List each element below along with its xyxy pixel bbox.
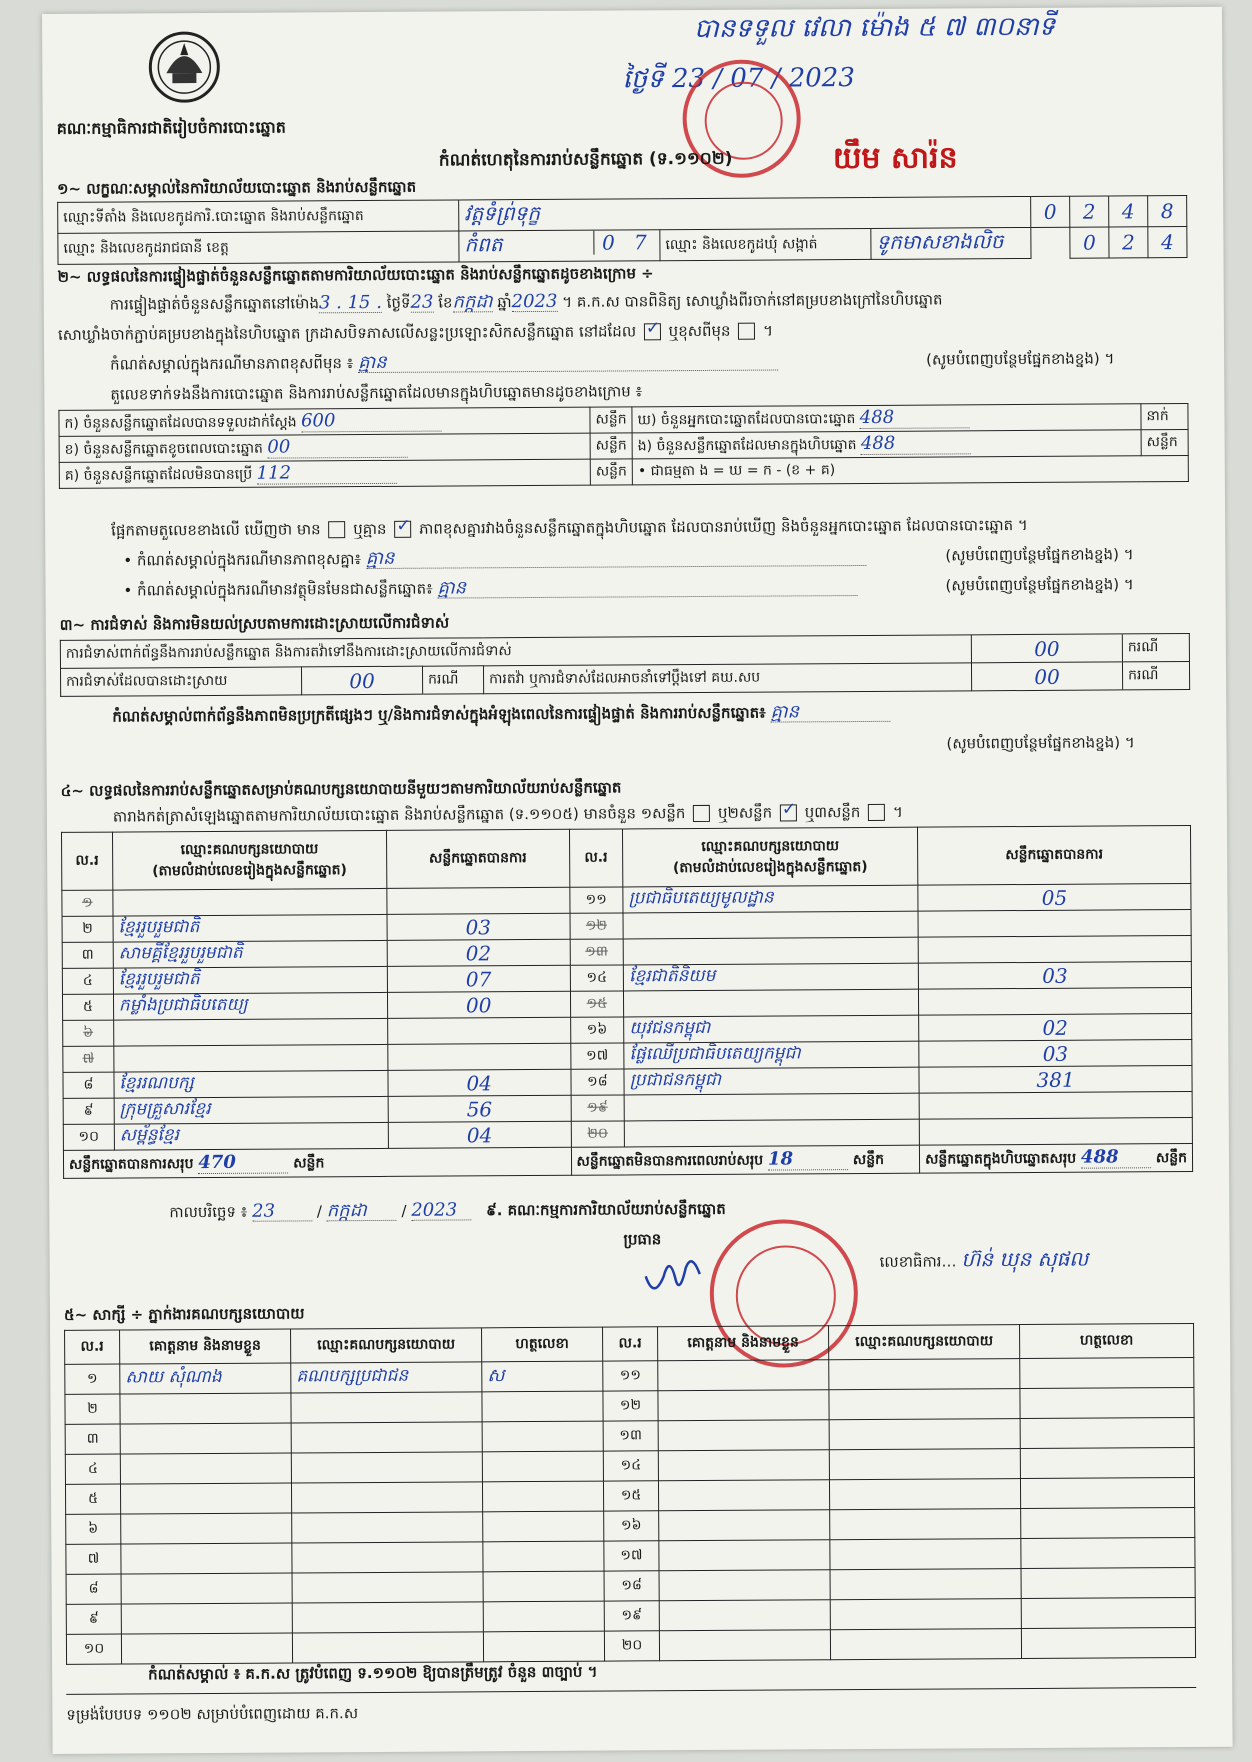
- witness-party: [292, 1602, 483, 1633]
- row-number: ២០: [604, 1631, 659, 1661]
- row-number: ១១: [569, 887, 623, 913]
- col-signature: ហត្ថលេខា: [1020, 1323, 1194, 1358]
- location-name: វត្តទំព្រ់ទុក្ខ: [459, 196, 1031, 230]
- witness-party: [291, 1482, 482, 1513]
- party-name: ខ្មែររណបក្ស: [114, 1070, 388, 1098]
- unit-label: នាក់: [1141, 404, 1188, 430]
- section2-heading: ២~ លទ្ធផលនៃការផ្ទៀងផ្ទាត់ចំនួនសន្លឹកឆ្នោតតាមការិយាល័យបោះឆ្នោត និងរាប់សន្លឹកឆ្នោតដូចខាងក្រោម ÷: [57, 264, 654, 286]
- party-name: [114, 1044, 388, 1072]
- party-votes: 56: [388, 1095, 571, 1122]
- total-valid: សន្លឹកឆ្នោតបានការសរុប 470 សន្លឹក: [63, 1147, 571, 1178]
- section4-heading: ៤~ លទ្ធផលនៃការរាប់សន្លឹកឆ្នោតសម្រាប់គណបក្សនយោបាយនីមួយៗតាមការិយាល័យរាប់សន្លឹកឆ្នោត: [60, 778, 622, 800]
- row-number: ១៧: [570, 1043, 624, 1069]
- witness-signature: [483, 1541, 604, 1572]
- witness-name: [659, 1510, 830, 1541]
- witness-party: [292, 1512, 483, 1543]
- row-number: ៨: [66, 1574, 121, 1604]
- witness-signature: [482, 1421, 603, 1452]
- witness-signature: [483, 1601, 604, 1632]
- witness-name: [658, 1420, 829, 1451]
- secretary: លេខាធិការ… ហ៊ន់ ឃុន សុផល: [879, 1246, 1089, 1272]
- row-number: ៦: [63, 1020, 114, 1046]
- province-name: កំពត 0 7: [459, 230, 660, 262]
- witness-name: [121, 1573, 292, 1604]
- col-no: ល.រ: [603, 1327, 658, 1361]
- party-votes: [919, 1117, 1192, 1145]
- resolved-count: 00: [301, 666, 422, 695]
- fill-hint: (សូមបំពេញបន្ថែមផ្នែកខាងខ្នង) ។: [926, 349, 1115, 369]
- objection-row-label: ការជំទាស់ពាក់ព័ន្ធនឹងការរាប់សន្លឹកឆ្នោត និងការតវ៉ាទៅនឹងការដោះស្រាយលើការជំទាស់: [60, 635, 971, 669]
- chair-signature: [640, 1246, 710, 1302]
- unused-ballots-value: 112: [257, 462, 397, 485]
- col-signature: ហត្ថលេខា: [482, 1327, 603, 1362]
- row-number: ១៦: [604, 1511, 659, 1541]
- witness-party: [291, 1422, 482, 1453]
- row-number: ៥: [65, 1484, 120, 1514]
- col-votes: សន្លឹកឆ្នោតបានការ: [918, 825, 1191, 885]
- counts-table: ក) ចំនួនសន្លឹកឆ្នោតដែលបានទទួលដាក់ស្តែង 600 សន្លឹក ឃ) ចំនួនអ្នកបោះឆ្នោតដែលបានបោះឆ្នោត 488 នាក់ ខ) ចំនួនសន្លឹកឆ្នោតខូចពេលបោះឆ្នោត 00 សន្លឹក ង) ចំនួនសន្លឹកឆ្នោតដែលមានក្នុងហិបឆ្នោត 488 សន្លឹក គ) ចំនួនសន្លឹកឆ្នោតដែលមិនបានប្រើ 112 សន្លឹក • ជាធម្មតា ង = ឃ = ក - (ខ + គ): [58, 403, 1188, 489]
- col-party: ឈ្មោះគណបក្សនយោបាយ (តាមលំដាប់លេខរៀងក្នុងសន្លឹកឆ្នោត): [623, 827, 918, 887]
- difference-note-value: គ្មាន: [358, 352, 778, 374]
- witness-signature: [1020, 1447, 1194, 1478]
- party-votes: [388, 1017, 571, 1044]
- fill-hint: (សូមបំពេញបន្ថែមផ្នែកខាងខ្នង) ។: [945, 545, 1134, 565]
- party-votes: [918, 909, 1191, 937]
- irregularity-note: កំណត់សម្គាល់ពាក់ព័ន្ធនឹងភាពមិនប្រក្រតីផ្សេងៗ ឬ/និងការជំទាស់ក្នុងអំឡុងពេលនៃការផ្ទៀងផ្ទាត់ និងការរាប់សន្លឹកឆ្នោត៖ គ្មាន: [112, 703, 890, 727]
- witness-signature: [1021, 1507, 1195, 1538]
- difference-note: កំណត់សម្គាល់ក្នុងករណីមានភាពខុសពីមុន ៖ គ្មាន: [110, 352, 778, 375]
- location-code-digit: 0: [1031, 196, 1070, 227]
- row-number: ១០: [66, 1634, 121, 1664]
- row-number: ៣: [62, 942, 113, 968]
- witness-party: [829, 1419, 1020, 1450]
- witness-name: [120, 1453, 291, 1484]
- row-number: ១២: [570, 913, 624, 939]
- total-valid-value: 470: [198, 1152, 288, 1175]
- witness-name: [658, 1480, 829, 1511]
- location-code-digit: 2: [1070, 196, 1109, 227]
- unit-label: ករណី: [1122, 634, 1189, 662]
- witness-party: [829, 1479, 1020, 1510]
- section5-heading: ៥~ សាក្សី ÷ ភ្នាក់ងារគណបក្សនយោបាយ: [63, 1304, 305, 1324]
- total-invalid: សន្លឹកឆ្នោតមិនបានការពេលរាប់សរុប 18 សន្លឹក: [571, 1145, 920, 1175]
- party-name: ខ្មែររួបរួមជាតិ: [113, 914, 387, 942]
- witness-name: [120, 1393, 291, 1424]
- witness-signature: [1021, 1597, 1195, 1628]
- row-number: ១៥: [570, 991, 624, 1017]
- witness-signature: [1021, 1537, 1195, 1568]
- party-name: [113, 1018, 387, 1046]
- party-votes: 02: [919, 1013, 1192, 1041]
- row-number: ៣: [65, 1424, 120, 1454]
- witness-party: [291, 1452, 482, 1483]
- objections-count: 00: [971, 634, 1122, 663]
- commune-label: ឈ្មោះ និងលេខកូដឃុំ សង្កាត់: [660, 228, 871, 260]
- section3-heading: ៣~ ការជំទាស់ និងការមិនយល់ស្របតាមការដោះស្រាយលើការជំទាស់: [59, 613, 450, 634]
- report-month: កក្កដា: [327, 1202, 397, 1221]
- province-label: ឈ្មោះ និងលេខកូដរាជធានី ខេត្ត: [58, 231, 459, 264]
- chair-label: ប្រធាន: [623, 1230, 662, 1249]
- verification-month: កក្កដា: [452, 291, 493, 313]
- one-sheet-checkbox[interactable]: [693, 805, 710, 822]
- witness-signature: [483, 1511, 604, 1542]
- unit-label: ករណី: [1122, 662, 1189, 690]
- party-votes: 04: [388, 1069, 571, 1096]
- party-votes: [388, 1043, 571, 1070]
- row-number: ៧: [63, 1046, 114, 1072]
- party-name: [623, 937, 918, 965]
- row-number: ៦: [66, 1514, 121, 1544]
- verification-line1: ការផ្ទៀងផ្ទាត់ចំនួនសន្លឹកឆ្នោតនៅម៉ោង3 . 15 . ថ្ងៃទី23 ខែកក្កដា ឆ្នាំ2023 ។ គ.ក.ស បានពិនិត្យ សោឃ្លាំងពីរចាក់នៅគម្របខាងក្រៅនៃហិបឆ្នោត: [109, 290, 943, 314]
- witness-name: [121, 1603, 292, 1634]
- row-number: ១៩: [604, 1601, 659, 1631]
- row-number: ១៥: [603, 1481, 658, 1511]
- party-results-table: [61, 825, 1193, 1179]
- received-ballots-value: 600: [301, 410, 441, 433]
- unit-label: សន្លឹក: [590, 433, 632, 459]
- witness-party: [291, 1392, 482, 1423]
- party-name: ខ្មែររួបរួមជាតិ: [113, 966, 387, 994]
- witness-party: [292, 1572, 483, 1603]
- receipt-note-line2: ថ្ងៃទី 23 / 07 / 2023: [622, 63, 855, 95]
- witness-signature: [1020, 1357, 1194, 1388]
- witness-party: [830, 1569, 1021, 1600]
- row-number: ១១: [603, 1361, 658, 1391]
- witness-party: [292, 1632, 483, 1663]
- row-number: ៩: [63, 1098, 114, 1124]
- party-name: [113, 888, 387, 916]
- party-name: យុវជនកម្ពុជា: [624, 1015, 919, 1043]
- witness-party: [829, 1449, 1020, 1480]
- total-in-box: សន្លឹកឆ្នោតក្នុងហិបឆ្នោតសរុប 488 សន្លឹក: [919, 1143, 1192, 1173]
- witness-signature: [482, 1481, 603, 1512]
- row-number: ១៨: [570, 1069, 624, 1095]
- committee-name: គណៈកម្មាធិការជាតិរៀបចំការបោះឆ្នោត: [56, 117, 286, 138]
- appeal-label: ការតវ៉ា ឬការជំទាស់ដែលអាចនាំទៅប្តឹងទៅ គឃ.សប: [483, 663, 971, 694]
- footer-form-line: ទម្រង់បែបបទ ១១០២ សម្រាប់បំពេញដោយ គ.ក.ស: [66, 1704, 359, 1724]
- location-code-digit: 8: [1148, 196, 1187, 227]
- witness-name: [659, 1630, 830, 1661]
- row-number: ១០: [63, 1124, 114, 1150]
- ballots-in-box-value: 488: [861, 432, 971, 455]
- verification-day: 23: [410, 291, 434, 313]
- ballot-count-report-sheet: [42, 7, 1233, 1754]
- row-number: ២: [65, 1394, 120, 1424]
- witness-party: គណបក្សប្រជាជន: [291, 1362, 482, 1393]
- party-name: ក្រុមគ្រួសារខ្មែរ: [114, 1096, 388, 1124]
- three-sheets-checkbox[interactable]: [868, 804, 885, 821]
- col-party: ឈ្មោះគណបក្សនយោបាយ: [829, 1325, 1020, 1360]
- diff-note: • កំណត់សម្គាល់ក្នុងករណីមានភាពខុសគ្នា៖ គ្មាន: [123, 547, 866, 571]
- row-number: ១២: [603, 1391, 658, 1421]
- witness-name: [120, 1423, 291, 1454]
- party-votes: [919, 1091, 1192, 1119]
- location-code-digit: 4: [1109, 196, 1148, 227]
- row-number: ២០: [571, 1121, 625, 1147]
- witness-signature: [1021, 1567, 1195, 1598]
- location-label: ឈ្មោះទីតាំង និងលេខកូដការិ.បោះឆ្នោត និងរាប់សន្លឹកឆ្នោត: [58, 200, 459, 233]
- irregularity-note-value: គ្មាន: [770, 703, 890, 723]
- col-party: ឈ្មោះគណបក្សនយោបាយ: [291, 1328, 482, 1363]
- commune-code-digit: 0: [1070, 227, 1109, 258]
- diff-note-value: គ្មាន: [366, 547, 866, 569]
- witness-name: [658, 1360, 829, 1391]
- party-name: កម្លាំងប្រជាធិបតេយ្យ: [113, 992, 387, 1020]
- party-name: [624, 1093, 919, 1121]
- row-number: ១៤: [603, 1451, 658, 1481]
- witness-party: [830, 1509, 1021, 1540]
- party-name: [623, 911, 918, 939]
- witness-name: [659, 1540, 830, 1571]
- witness-signature: [482, 1391, 603, 1422]
- row-number: ៥: [62, 994, 113, 1020]
- report-day: 23: [252, 1202, 312, 1221]
- witness-party: [829, 1389, 1020, 1420]
- objections-table: [60, 633, 1190, 697]
- comparison-line: ផ្អែកតាមតួលេខខាងលើ ឃើញថា មាន ឬគ្មាន ✓ ភាពខុសគ្នារវាងចំនួនសន្លឹកឆ្នោតក្នុងហិបឆ្នោត ដែលបានរាប់ឃើញ និងចំនួនអ្នកបោះឆ្នោត ដែលបានបោះឆ្នោត ។: [111, 516, 1028, 540]
- witness-signature: [1020, 1477, 1194, 1508]
- location-table: [57, 195, 1187, 265]
- nec-emblem: [146, 29, 222, 105]
- party-name: ប្រជាជនកម្ពុជា: [624, 1067, 919, 1095]
- row-number: ១: [62, 890, 113, 916]
- party-name: ប្រជាធិបតេយ្យមូលដ្ឋាន: [623, 885, 918, 913]
- unit-label: សន្លឹក: [590, 459, 632, 485]
- total-in-box-value: 488: [1081, 1146, 1151, 1168]
- verification-year: 2023: [511, 290, 558, 313]
- party-votes: [918, 935, 1191, 963]
- report-date: កាលបរិច្ឆេទ ៖ 23 / កក្កដា / 2023 ៩. គណៈកម្មការការិយាល័យរាប់សន្លឹកឆ្នោត: [169, 1199, 726, 1222]
- two-sheets-checkbox[interactable]: [780, 804, 797, 821]
- table-row: [66, 1627, 1195, 1664]
- col-votes: សន្លឹកឆ្នោតបានការ: [386, 829, 569, 888]
- report-year: 2023: [411, 1201, 471, 1220]
- witness-name: [120, 1483, 291, 1514]
- col-party: ឈ្មោះគណបក្សនយោបាយ (តាមលំដាប់លេខរៀងក្នុងសន្លឹកឆ្នោត): [112, 830, 386, 890]
- unit-label: សន្លឹក: [590, 407, 632, 433]
- spoiled-ballots-value: 00: [267, 436, 407, 459]
- row-number: ១: [65, 1364, 120, 1394]
- party-votes: 00: [387, 991, 570, 1018]
- party-name: ផ្លែឈើប្រជាធិបតេយ្យកម្ពុជា: [624, 1041, 919, 1069]
- witness-table: [64, 1323, 1196, 1665]
- verification-line2: សោឃ្លាំងចាក់ភ្ជាប់គម្របខាងក្នុងនៃហិបឆ្នោត ក្រដាសបិទភាសលើសន្លះប្រឡោះសិកសន្លឹកឆ្នោត នៅដដែល ✓ ឬខុសពីមុន ។: [58, 322, 773, 344]
- witness-name: [658, 1390, 829, 1421]
- total-invalid-value: 18: [768, 1148, 848, 1170]
- witness-signature: [482, 1451, 603, 1482]
- fill-hint: (សូមបំពេញបន្ថែមផ្នែកខាងខ្នង) ។: [946, 733, 1135, 753]
- province-code: 0 7: [593, 230, 654, 254]
- party-name: [624, 1119, 919, 1147]
- voters-voted-value: 488: [860, 406, 970, 429]
- receipt-note-line1: បានទទួល វេលា ម៉ោង ៥ ៧ ៣០នាទី: [694, 11, 1056, 45]
- party-votes: 03: [919, 1039, 1192, 1067]
- row-number: ១៦: [570, 1017, 624, 1043]
- secretary-signature: ហ៊ន់ ឃុន សុផល: [961, 1246, 1089, 1272]
- witness-party: [830, 1539, 1021, 1570]
- different-checkbox[interactable]: [738, 323, 755, 340]
- verification-time: 3 . 15 .: [318, 291, 382, 314]
- formula-note: • ជាធម្មតា ង = ឃ = ក - (ខ + គ): [632, 456, 1188, 485]
- witness-name: [659, 1600, 830, 1631]
- col-name: គោត្តនាម និងនាមខ្លួន: [658, 1326, 829, 1361]
- row-number: ១៩: [571, 1095, 625, 1121]
- witness-signature: [1021, 1627, 1195, 1658]
- witness-party: [830, 1629, 1021, 1660]
- col-no: ល.រ: [65, 1330, 120, 1364]
- row-number: ១៨: [604, 1571, 659, 1601]
- commune-code-digit: 2: [1109, 227, 1148, 258]
- party-votes: 381: [919, 1065, 1192, 1093]
- witness-signature: [1020, 1387, 1194, 1418]
- party-name: សាមគ្គីខ្មែររួបរួមជាតិ: [113, 940, 387, 968]
- party-votes: [919, 987, 1192, 1015]
- party-votes: 03: [387, 913, 570, 940]
- witness-name: [658, 1450, 829, 1481]
- witness-party: [292, 1542, 483, 1573]
- row-number: ៤: [62, 968, 113, 994]
- witness-name: [121, 1543, 292, 1574]
- col-name: គោត្តនាម និងនាមខ្លួន: [120, 1329, 291, 1364]
- tally-sheet-line: តារាងកត់ត្រាសំឡេងឆ្នោតតាមការិយាល័យបោះឆ្នោត និងរាប់សន្លឹកឆ្នោត (ទ.១១០៥) មានចំនួន ១សន្លឹក ឬ២សន្លឹក ✓ ឬ៣សន្លឹក ។: [113, 803, 903, 826]
- witness-name: [659, 1570, 830, 1601]
- party-name: [624, 989, 919, 1017]
- witness-signature: [1020, 1417, 1194, 1448]
- witness-party: [829, 1359, 1020, 1390]
- footer-note: កំណត់សម្គាល់ ៖ គ.ក.ស ត្រូវបំពេញ ទ.១១០២ ឱ្យបានត្រឹមត្រូវ ចំនួន ៣ច្បាប់ ។: [148, 1662, 598, 1684]
- party-votes: [387, 887, 570, 914]
- col-no: ល.រ: [61, 832, 112, 890]
- object-note: • កំណត់សម្គាល់ក្នុងករណីមានវត្ថុមិនមែនជាសន្លឹកឆ្នោត៖ គ្មាន: [123, 577, 857, 600]
- party-votes: 05: [918, 883, 1191, 911]
- object-note-value: គ្មាន: [437, 577, 857, 599]
- party-votes: 07: [387, 965, 570, 992]
- unit-label: សន្លឹក: [1141, 430, 1188, 456]
- row-number: ១៧: [604, 1541, 659, 1571]
- party-votes: 02: [387, 939, 570, 966]
- no-difference-checkbox[interactable]: [394, 521, 411, 538]
- row-number: ២: [62, 916, 113, 942]
- party-name: សម្ព័ន្ធខ្មែរ: [114, 1122, 388, 1150]
- has-difference-checkbox[interactable]: [328, 521, 345, 538]
- section1-heading: ១~ លក្ខណៈសម្គាល់នៃការិយាល័យបោះឆ្នោត និងរាប់សន្លឹកឆ្នោត: [57, 177, 417, 198]
- party-votes: 03: [918, 961, 1191, 989]
- counts-intro: តួលេខទាក់ទងនឹងការបោះឆ្នោត និងការរាប់សន្លឹកឆ្នោតដែលមានក្នុងហិបឆ្នោតមានដូចខាងក្រោម ៖: [110, 382, 643, 404]
- row-number: ១៣: [570, 939, 624, 965]
- witness-name: [121, 1633, 292, 1664]
- commune-name: ទូកមាសខាងលិច: [871, 227, 1031, 259]
- row-number: ១៣: [603, 1421, 658, 1451]
- witness-name: [121, 1513, 292, 1544]
- witness-signature: [483, 1571, 604, 1602]
- row-number: ៨: [63, 1072, 114, 1098]
- row-number: ១៤: [570, 965, 624, 991]
- party-votes: 04: [388, 1121, 571, 1148]
- party-name: ខ្មែរជាតិនិយម: [623, 963, 918, 991]
- col-no: ល.រ: [569, 829, 623, 887]
- witness-signature: ស: [482, 1361, 603, 1392]
- witness-signature: [483, 1631, 604, 1662]
- resolved-label: ការជំទាស់ដែលបានដោះស្រាយ: [60, 667, 301, 696]
- witness-party: [830, 1599, 1021, 1630]
- footer-divider: [66, 1687, 1196, 1695]
- commune-code-digit: 4: [1148, 227, 1187, 258]
- witness-name: សាយ សុំណាង: [120, 1363, 291, 1394]
- fill-hint: (សូមបំពេញបន្ថែមផ្នែកខាងខ្នង) ។: [945, 575, 1134, 595]
- official-name-stamp: យឹម សារ៉ន: [832, 140, 958, 177]
- row-number: ៤: [65, 1454, 120, 1484]
- same-checkbox[interactable]: [644, 323, 661, 340]
- form-title: កំណត់ហេតុនៃការរាប់សន្លឹកឆ្នោត (ទ.១១០២): [438, 148, 733, 171]
- row-number: ៧: [66, 1544, 121, 1574]
- row-number: ៩: [66, 1604, 121, 1634]
- unit-label: ករណី: [422, 666, 483, 694]
- appeal-count: 00: [971, 662, 1122, 691]
